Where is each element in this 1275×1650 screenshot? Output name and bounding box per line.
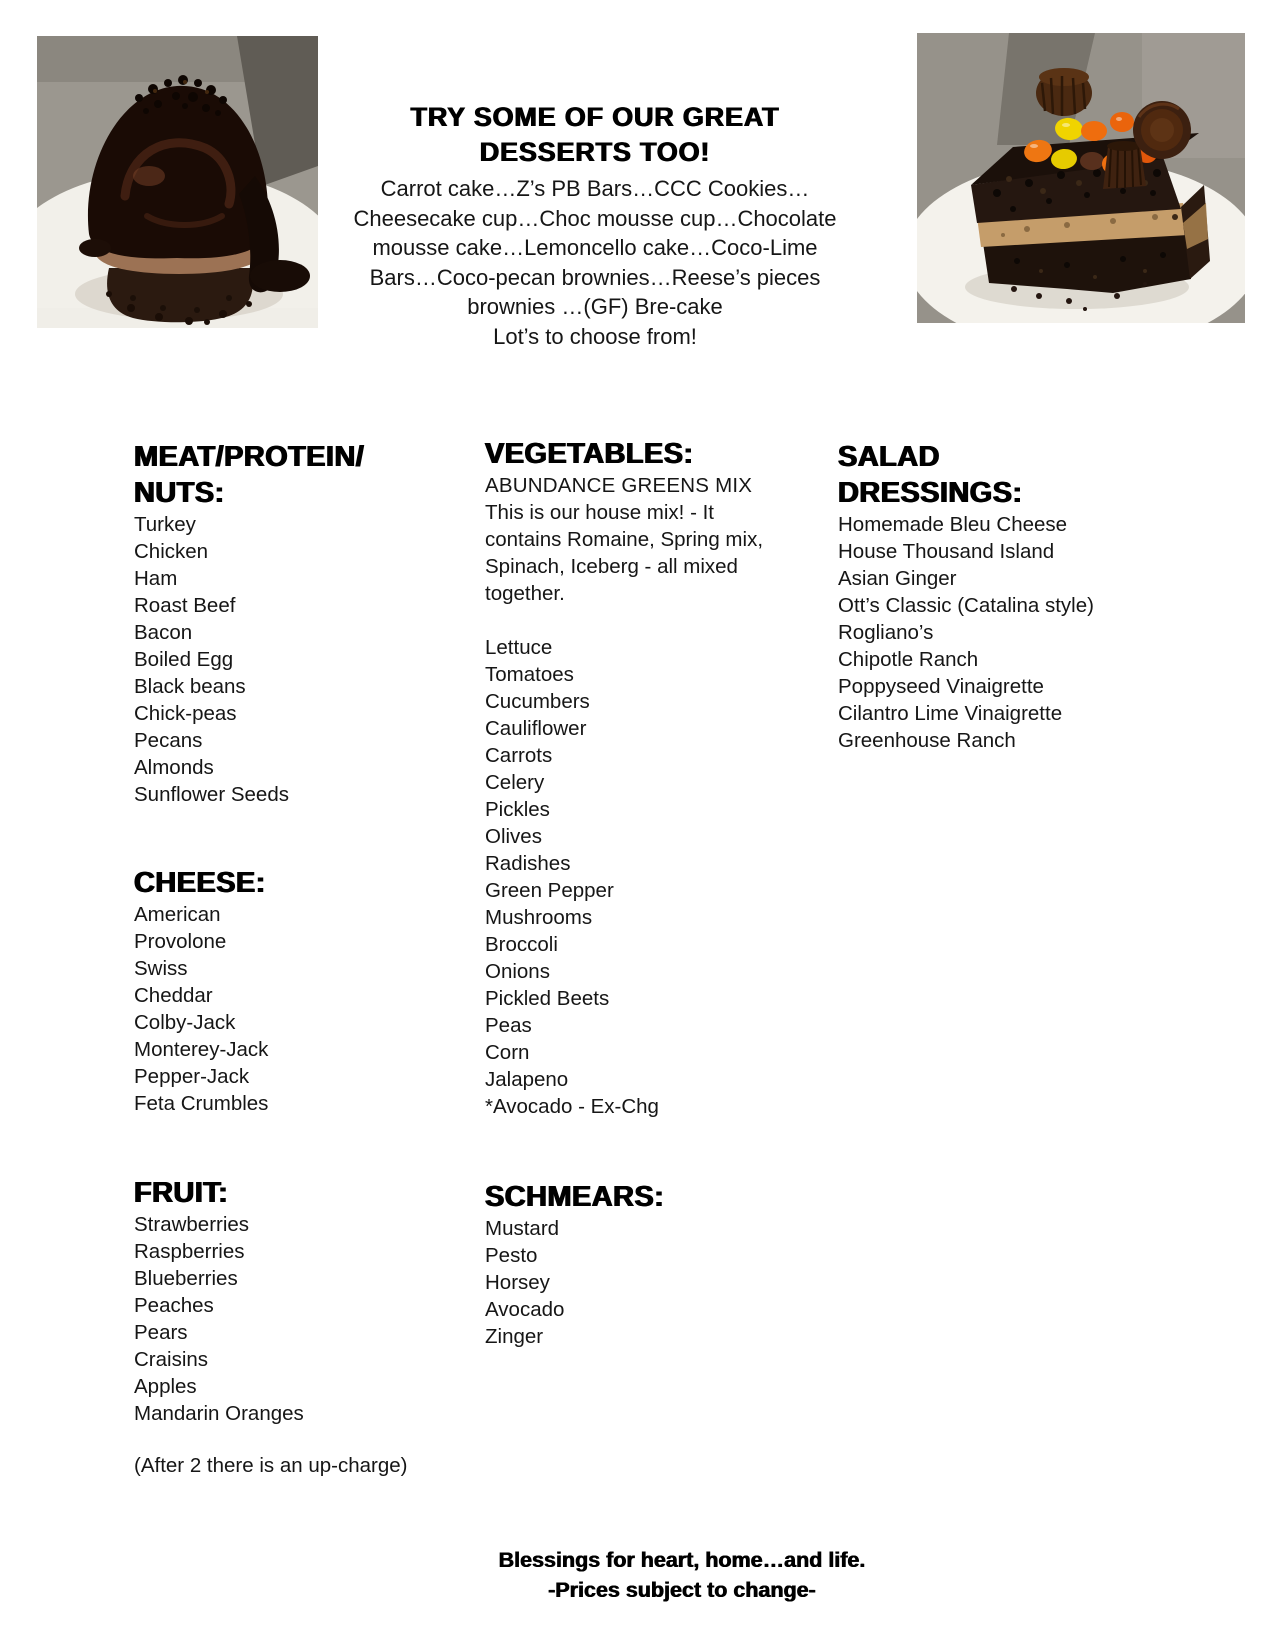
menu-item: Rogliano’s (838, 621, 934, 644)
menu-item: *Avocado - Ex-Chg (485, 1095, 659, 1118)
section-title-line: NUTS: (134, 477, 225, 509)
menu-item: Mandarin Oranges (134, 1402, 304, 1425)
menu-item: Roast Beef (134, 594, 236, 617)
section-title-schmears (485, 1179, 821, 1215)
menu-item: Almonds (134, 756, 214, 779)
menu-item: Horsey (485, 1271, 550, 1294)
menu-item: Feta Crumbles (134, 1092, 269, 1115)
menu-item: Pickled Beets (485, 987, 610, 1010)
menu-item: Raspberries (134, 1240, 245, 1263)
menu-item: Colby-Jack (134, 1011, 236, 1034)
desserts-body-line: Bars…Coco-pecan brownies…Reese’s pieces (369, 264, 821, 290)
section-title-fruit (134, 1175, 458, 1211)
salad-dressings-list (838, 511, 1250, 754)
column-salad-dressings (838, 439, 1250, 754)
vegetables-subtitle: ABUNDANCE GREENS MIX (485, 474, 753, 497)
desserts-body-line: Lot’s to choose from! (493, 323, 697, 349)
section-schmears (485, 1179, 821, 1350)
description-line: contains Romaine, Spring mix, (485, 528, 764, 551)
menu-item: Mustard (485, 1217, 560, 1240)
desserts-body-line: Carrot cake…Z’s PB Bars…CCC Cookies… (380, 176, 810, 201)
menu-item: Chick-peas (134, 702, 237, 725)
menu-item: Blueberries (134, 1267, 238, 1290)
menu-item: Peaches (134, 1294, 214, 1317)
section-title-line: SALAD (838, 441, 940, 473)
desserts-body-line: Cheesecake cup…Choc mousse cup…Chocolate (353, 205, 837, 231)
section-salad-dressings (838, 439, 1250, 754)
menu-item: Swiss (134, 957, 188, 980)
menu-item: Pecans (134, 729, 203, 752)
menu-item: Craisins (134, 1348, 209, 1371)
section-title-line: SCHMEARS: (485, 1181, 665, 1213)
vegetables-description (485, 499, 821, 607)
menu-item: Provolone (134, 930, 227, 953)
footer (382, 1545, 982, 1605)
section-title-cheese (134, 865, 458, 901)
desserts-title (335, 100, 855, 170)
menu-item: Lettuce (485, 636, 553, 659)
menu-item: Cilantro Lime Vinaigrette (838, 702, 1063, 725)
section-title-salad-dressings (838, 439, 1250, 511)
fruit-upcharge-note: (After 2 there is an up-charge) (134, 1454, 408, 1477)
section-meat-protein-nuts (134, 439, 458, 808)
menu-item: Mushrooms (485, 906, 593, 929)
menu-item: Turkey (134, 513, 196, 536)
menu-item: Apples (134, 1375, 197, 1398)
vegetables-list (485, 634, 821, 1120)
footer-blessing-line: Blessings for heart, home…and life. (498, 1548, 866, 1572)
schmears-list (485, 1215, 821, 1350)
section-vegetables (485, 436, 821, 1120)
menu-item: Bacon (134, 621, 193, 644)
menu-item: Cauliflower (485, 717, 587, 740)
menu-item: Sunflower Seeds (134, 783, 289, 806)
section-cheese (134, 865, 458, 1117)
menu-item: Pesto (485, 1244, 538, 1267)
desserts-body (335, 174, 855, 351)
menu-item: Pears (134, 1321, 188, 1344)
cheese-list (134, 901, 458, 1117)
menu-item: Strawberries (134, 1213, 250, 1236)
section-title-line: VEGETABLES: (485, 438, 694, 470)
desserts-body-line: mousse cake…Lemoncello cake…Coco-Lime (372, 235, 818, 260)
menu-item: House Thousand Island (838, 540, 1055, 563)
column-vegetables-schmears (485, 436, 821, 1350)
section-title-line: MEAT/PROTEIN/ (134, 441, 365, 473)
desserts-title-line: TRY SOME OF OUR GREAT (410, 102, 780, 132)
desserts-title-line: DESSERTS TOO! (479, 137, 711, 167)
menu-item: Avocado (485, 1298, 565, 1321)
menu-item: Radishes (485, 852, 571, 875)
section-title-meat-protein-nuts (134, 439, 458, 511)
menu-item: Broccoli (485, 933, 558, 956)
menu-item: American (134, 903, 221, 926)
fruit-list (134, 1211, 458, 1427)
section-title-vegetables (485, 436, 821, 472)
footer-prices-line: -Prices subject to change- (548, 1578, 816, 1602)
menu-item: Monterey-Jack (134, 1038, 269, 1061)
menu-item: Jalapeno (485, 1068, 569, 1091)
desserts-body-line: brownies …(GF) Bre-cake (467, 294, 723, 319)
menu-item: Tomatoes (485, 663, 574, 686)
meat-protein-nuts-list (134, 511, 458, 808)
menu-item: Celery (485, 771, 545, 794)
menu-item: Chicken (134, 540, 209, 563)
description-line: together. (485, 582, 565, 605)
menu-item: Peas (485, 1014, 532, 1037)
menu-item: Asian Ginger (838, 567, 957, 590)
menu-item: Ott’s Classic (Catalina style) (838, 594, 1094, 617)
reeses-pieces-brownie-photo (917, 33, 1245, 323)
section-fruit (134, 1175, 458, 1479)
menu-item: Chipotle Ranch (838, 648, 979, 671)
section-title-line: DRESSINGS: (838, 477, 1023, 509)
menu-item: Ham (134, 567, 178, 590)
menu-item: Black beans (134, 675, 246, 698)
section-title-line: CHEESE: (134, 867, 266, 899)
menu-item: Carrots (485, 744, 553, 767)
menu-item: Corn (485, 1041, 530, 1064)
menu-item: Greenhouse Ranch (838, 729, 1016, 752)
menu-item: Green Pepper (485, 879, 614, 902)
description-line: Spinach, Iceberg - all mixed (485, 555, 738, 578)
column-meat-cheese-fruit (134, 439, 458, 1479)
desserts-header (335, 100, 855, 351)
menu-item: Boiled Egg (134, 648, 234, 671)
menu-item: Pepper-Jack (134, 1065, 250, 1088)
menu-item: Cucumbers (485, 690, 590, 713)
reeses-pieces-brownie-illustration (917, 33, 1245, 323)
menu-item: Pickles (485, 798, 550, 821)
section-title-line: FRUIT: (134, 1177, 229, 1209)
menu-item: Homemade Bleu Cheese (838, 513, 1068, 536)
menu-item: Poppyseed Vinaigrette (838, 675, 1044, 698)
menu-item: Zinger (485, 1325, 544, 1348)
menu-item: Onions (485, 960, 550, 983)
chocolate-mousse-cake-photo (37, 36, 318, 328)
menu-item: Cheddar (134, 984, 213, 1007)
menu-item: Olives (485, 825, 542, 848)
chocolate-mousse-cake-illustration (37, 36, 318, 328)
description-line: This is our house mix! - It (485, 501, 714, 524)
